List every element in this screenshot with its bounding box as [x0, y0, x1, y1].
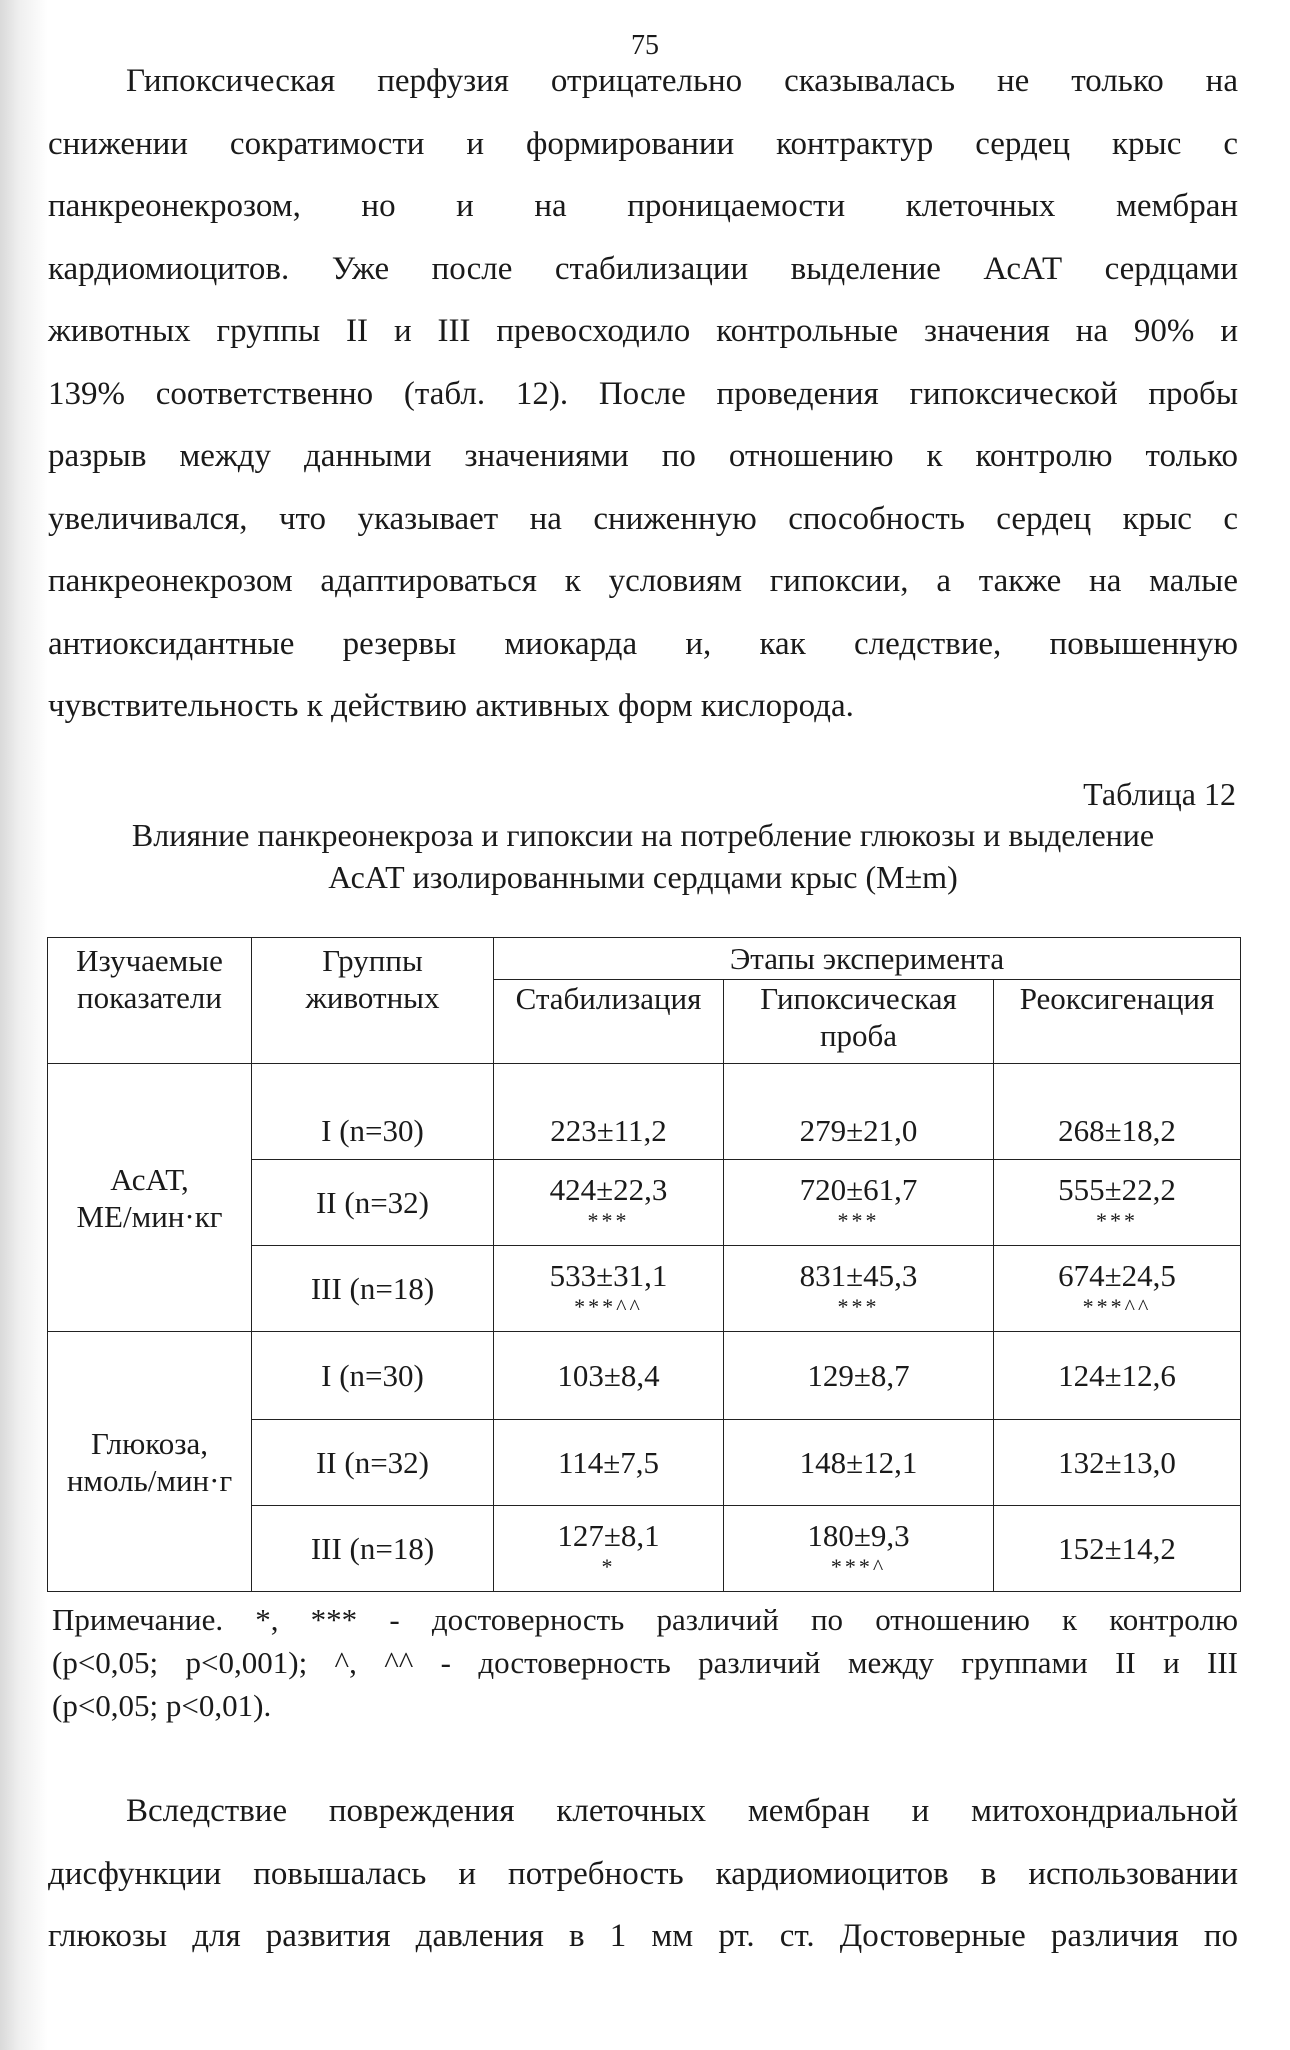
value: 533±31,1: [549, 1258, 668, 1293]
value: 114±7,5: [557, 1445, 660, 1480]
paragraph-1-line: панкреонекрозом, но и на проницаемости клеточных мембран: [48, 188, 1238, 224]
header-hypoxic-test: Гипоксическая проба: [724, 980, 994, 1064]
paragraph-1: [48, 50, 1238, 738]
value-cell: [724, 1332, 994, 1420]
value: 720±61,7: [799, 1172, 918, 1207]
significance-mark: ***^^: [1082, 1294, 1152, 1319]
paragraph-1-line: разрыв между данными значениями по отношению к контролю только: [48, 438, 1238, 474]
table-title: [48, 814, 1238, 898]
value: 223±11,2: [550, 1113, 667, 1148]
indicator-glucose-name: Глюкоза,: [91, 1425, 208, 1461]
significance-mark: ***^: [830, 1554, 887, 1579]
paragraph-1-line: Гипоксическая перфузия отрицательно сказывалась не только на: [126, 63, 1238, 99]
paragraph-1-line: панкреонекрозом адаптироваться к условиям гипоксии, а также на малые: [48, 563, 1238, 599]
value-cell: [994, 1160, 1241, 1246]
header-groups: Группы животных: [252, 938, 494, 1064]
group-cell: II (n=32): [252, 1420, 494, 1506]
value-cell: [494, 1420, 724, 1506]
page-number: 75: [631, 30, 659, 61]
table-title-line: Влияние панкреонекроза и гипоксии на потребление глюкозы и выделение: [131, 817, 1155, 853]
value-cell: [994, 1332, 1241, 1420]
value: 148±12,1: [799, 1445, 918, 1480]
group-cell: II (n=32): [252, 1160, 494, 1246]
value-cell: [494, 1246, 724, 1332]
header-stages: Этапы эксперимента: [494, 938, 1241, 980]
value-cell: [494, 1064, 724, 1160]
value-cell: [994, 1420, 1241, 1506]
significance-mark: ***: [1096, 1208, 1138, 1233]
paragraph-2-line: дисфункции повышалась и потребность кардиомиоцитов в использовании: [48, 1855, 1238, 1892]
value: 132±13,0: [1058, 1445, 1176, 1480]
table-note-line: (p<0,05; p<0,01).: [52, 1688, 272, 1723]
table-label: Таблица 12: [1083, 776, 1236, 812]
data-table: [47, 937, 1241, 1592]
paragraph-2: [48, 1780, 1238, 1968]
value: 268±18,2: [1058, 1113, 1176, 1148]
value: 424±22,3: [549, 1172, 668, 1207]
value: 555±22,2: [1058, 1172, 1176, 1207]
table-note: [52, 1598, 1238, 1727]
header-indicators: Изучаемые показатели: [48, 938, 252, 1064]
scan-page-edge: [0, 0, 48, 2050]
value-cell: [994, 1064, 1241, 1160]
significance-mark: ***: [587, 1208, 630, 1233]
significance-mark: ***^^: [574, 1294, 643, 1319]
indicator-asat-name: АсАТ,: [110, 1161, 189, 1197]
value-cell: [994, 1506, 1241, 1592]
table-title-line: АсАТ изолированными сердцами крыс (M±m): [328, 859, 958, 895]
value-cell: [724, 1064, 994, 1160]
table-note-line: (p<0,05; p<0,001); ^, ^^ - достоверность различий между группами II и III: [52, 1645, 1238, 1680]
value-cell: [724, 1420, 994, 1506]
value: 279±21,0: [799, 1113, 918, 1148]
value: 127±8,1: [557, 1518, 660, 1553]
value: 124±12,6: [1058, 1358, 1176, 1393]
indicator-asat: [48, 1064, 252, 1332]
value-cell: [494, 1160, 724, 1246]
indicator-glucose: [48, 1332, 252, 1592]
value: 129±8,7: [807, 1358, 910, 1393]
group-cell: I (n=30): [252, 1064, 494, 1160]
paragraph-1-line: животных группы II и III превосходило контрольные значения на 90% и: [48, 313, 1238, 349]
paragraph-1-line: 139% соответственно (табл. 12). После проведения гипоксической пробы: [48, 375, 1238, 412]
paragraph-1-line: увеличивался, что указывает на сниженную способность сердец крыс с: [48, 500, 1238, 537]
paragraph-2-line: Вследствие повреждения клеточных мембран и митохондриальной: [126, 1793, 1238, 1829]
significance-mark: *: [601, 1554, 616, 1579]
significance-mark: ***: [837, 1208, 880, 1233]
group-cell: III (n=18): [252, 1246, 494, 1332]
table-note-line: Примечание. *, *** - достоверность различий по отношению к контролю: [52, 1602, 1238, 1637]
value-cell: [994, 1246, 1241, 1332]
value-cell: [494, 1332, 724, 1420]
header-stabilization: Стабилизация: [494, 980, 724, 1064]
indicator-glucose-unit: нмоль/мин·г: [66, 1462, 233, 1498]
value-cell: [724, 1160, 994, 1246]
significance-mark: ***: [837, 1294, 880, 1319]
value-cell: [724, 1246, 994, 1332]
value-cell: [494, 1506, 724, 1592]
paragraph-2-line: глюкозы для развития давления в 1 мм рт. ст. Достоверные различия по: [48, 1918, 1238, 1954]
indicator-asat-unit: МЕ/мин·кг: [76, 1198, 223, 1234]
value: 674±24,5: [1058, 1258, 1176, 1293]
paragraph-1-line: снижении сократимости и формировании контрактур сердец крыс с: [48, 125, 1238, 162]
value: 152±14,2: [1058, 1531, 1176, 1566]
value: 831±45,3: [799, 1258, 918, 1293]
paragraph-1-line: антиоксидантные резервы миокарда и, как следствие, повышенную: [48, 625, 1238, 662]
value-cell: [724, 1506, 994, 1592]
group-cell: III (n=18): [252, 1506, 494, 1592]
header-reoxygenation: Реоксигенация: [994, 980, 1241, 1064]
value: 180±9,3: [807, 1518, 910, 1553]
value: 103±8,4: [557, 1358, 660, 1393]
paragraph-1-line: кардиомиоцитов. Уже после стабилизации выделение АсАТ сердцами: [48, 250, 1238, 287]
paragraph-1-line: чувствительность к действию активных форм кислорода.: [48, 688, 854, 724]
group-cell: I (n=30): [252, 1332, 494, 1420]
